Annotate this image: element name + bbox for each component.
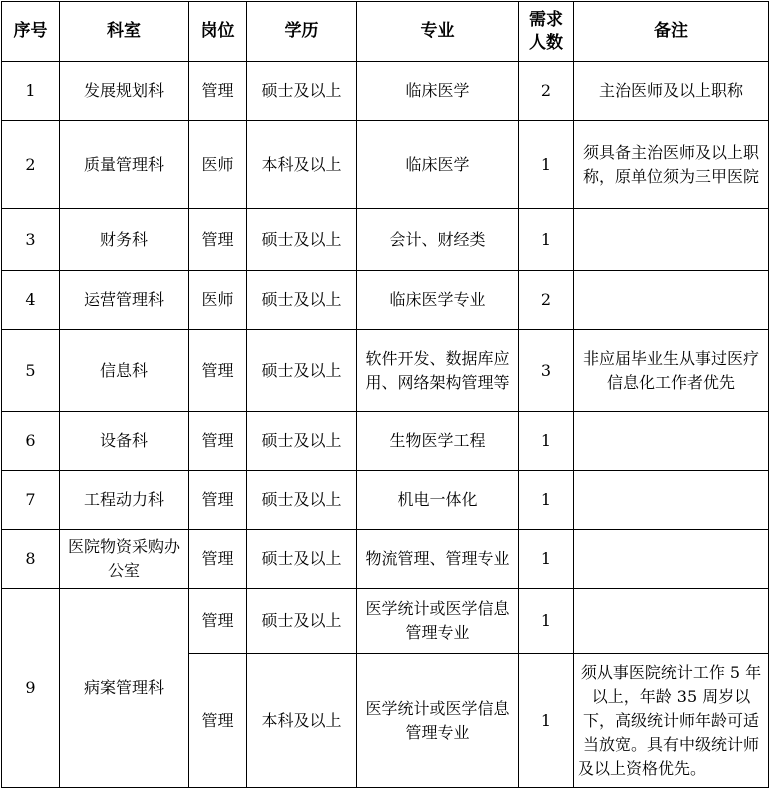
cell-post: 管理 xyxy=(189,589,247,654)
header-dept: 科室 xyxy=(60,2,189,62)
cell-count: 1 xyxy=(519,589,574,654)
cell-note: 须从事医院统计工作 5 年以上，年龄 35 周岁以下，高级统计师年龄可适当放宽。具有中级统计师及以上资格优先。 xyxy=(574,654,769,788)
table-row xyxy=(2,271,769,330)
cell-edu: 硕士及以上 xyxy=(247,271,357,330)
table-row xyxy=(2,62,769,121)
cell-seq: 4 xyxy=(2,271,60,330)
cell-post: 医师 xyxy=(189,271,247,330)
cell-post: 管理 xyxy=(189,62,247,121)
header-edu: 学历 xyxy=(247,2,357,62)
cell-note: 须具备主治医师及以上职称，原单位须为三甲医院 xyxy=(574,121,769,209)
cell-edu: 硕士及以上 xyxy=(247,412,357,471)
cell-post: 医师 xyxy=(189,121,247,209)
table-row xyxy=(2,530,769,589)
cell-major: 临床医学 xyxy=(357,62,519,121)
cell-dept: 发展规划科 xyxy=(60,62,189,121)
cell-edu: 硕士及以上 xyxy=(247,530,357,589)
cell-note xyxy=(574,412,769,471)
cell-major: 机电一体化 xyxy=(357,471,519,530)
cell-count: 2 xyxy=(519,271,574,330)
header-major: 专业 xyxy=(357,2,519,62)
table-row xyxy=(2,209,769,271)
cell-dept: 医院物资采购办公室 xyxy=(60,530,189,589)
cell-note: 非应届毕业生从事过医疗信息化工作者优先 xyxy=(574,330,769,412)
recruitment-table xyxy=(1,1,769,788)
cell-seq: 9 xyxy=(2,589,60,788)
cell-note xyxy=(574,209,769,271)
cell-post: 管理 xyxy=(189,530,247,589)
cell-edu: 本科及以上 xyxy=(247,654,357,788)
cell-edu: 硕士及以上 xyxy=(247,62,357,121)
cell-major: 临床医学专业 xyxy=(357,271,519,330)
cell-dept: 工程动力科 xyxy=(60,471,189,530)
cell-seq: 2 xyxy=(2,121,60,209)
cell-note xyxy=(574,271,769,330)
cell-major: 软件开发、数据库应用、网络架构管理等 xyxy=(357,330,519,412)
cell-seq: 8 xyxy=(2,530,60,589)
cell-major: 医学统计或医学信息管理专业 xyxy=(357,654,519,788)
cell-count: 1 xyxy=(519,121,574,209)
header-row xyxy=(2,2,769,62)
cell-dept: 设备科 xyxy=(60,412,189,471)
cell-edu: 硕士及以上 xyxy=(247,589,357,654)
cell-dept: 质量管理科 xyxy=(60,121,189,209)
cell-edu: 硕士及以上 xyxy=(247,471,357,530)
table-row xyxy=(2,471,769,530)
cell-count: 1 xyxy=(519,530,574,589)
cell-note xyxy=(574,589,769,654)
cell-note xyxy=(574,471,769,530)
header-count: 需求人数 xyxy=(519,2,574,62)
cell-edu: 本科及以上 xyxy=(247,121,357,209)
table-row xyxy=(2,121,769,209)
cell-post: 管理 xyxy=(189,330,247,412)
cell-edu: 硕士及以上 xyxy=(247,330,357,412)
cell-seq: 7 xyxy=(2,471,60,530)
cell-count: 3 xyxy=(519,330,574,412)
table-row xyxy=(2,330,769,412)
cell-post: 管理 xyxy=(189,209,247,271)
cell-major: 医学统计或医学信息管理专业 xyxy=(357,589,519,654)
cell-count: 1 xyxy=(519,654,574,788)
cell-seq: 6 xyxy=(2,412,60,471)
cell-dept: 财务科 xyxy=(60,209,189,271)
cell-major: 会计、财经类 xyxy=(357,209,519,271)
cell-post: 管理 xyxy=(189,654,247,788)
header-seq: 序号 xyxy=(2,2,60,62)
cell-post: 管理 xyxy=(189,471,247,530)
cell-seq: 3 xyxy=(2,209,60,271)
cell-seq: 1 xyxy=(2,62,60,121)
cell-major: 物流管理、管理专业 xyxy=(357,530,519,589)
table-row xyxy=(2,412,769,471)
cell-note xyxy=(574,530,769,589)
cell-dept: 信息科 xyxy=(60,330,189,412)
cell-note: 主治医师及以上职称 xyxy=(574,62,769,121)
cell-post: 管理 xyxy=(189,412,247,471)
table-row xyxy=(2,589,769,654)
cell-dept: 病案管理科 xyxy=(60,589,189,788)
cell-count: 1 xyxy=(519,209,574,271)
cell-dept: 运营管理科 xyxy=(60,271,189,330)
header-post: 岗位 xyxy=(189,2,247,62)
cell-count: 1 xyxy=(519,412,574,471)
cell-count: 2 xyxy=(519,62,574,121)
cell-major: 生物医学工程 xyxy=(357,412,519,471)
cell-seq: 5 xyxy=(2,330,60,412)
cell-major: 临床医学 xyxy=(357,121,519,209)
header-note: 备注 xyxy=(574,2,769,62)
cell-count: 1 xyxy=(519,471,574,530)
cell-edu: 硕士及以上 xyxy=(247,209,357,271)
